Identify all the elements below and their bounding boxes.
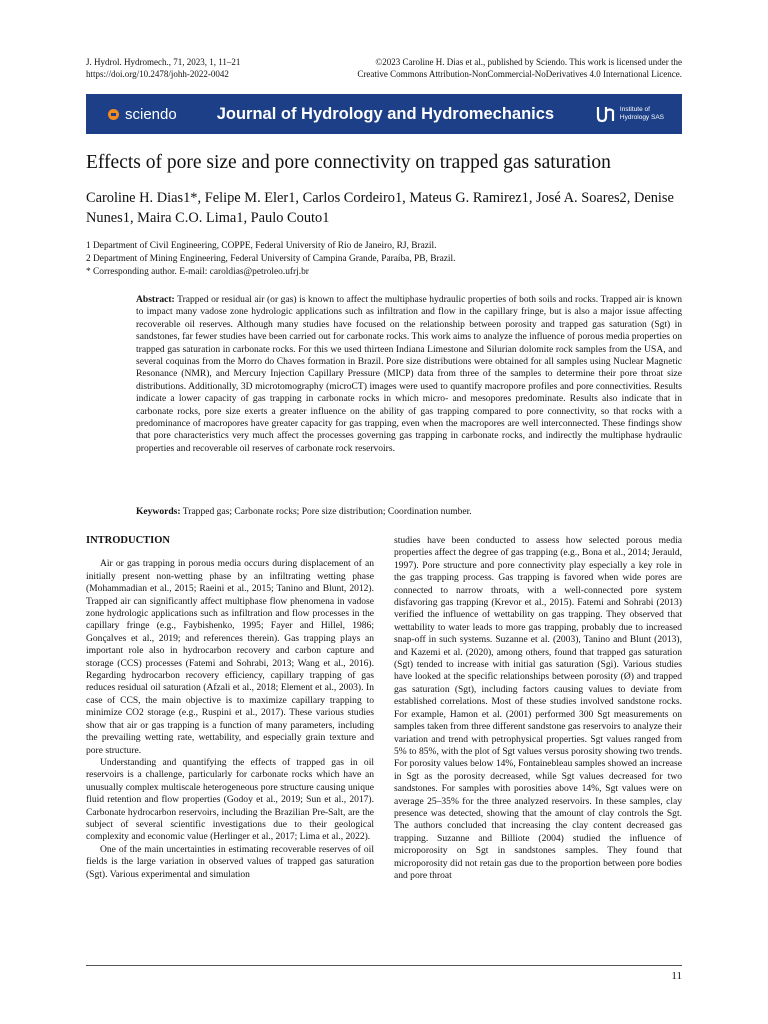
copyright-line-1: ©2023 Caroline H. Dias et al., published by Sciendo. This work is licensed under the bbox=[375, 57, 682, 67]
affiliations bbox=[86, 240, 455, 279]
journal-name: Journal of Hydrology and Hydromechanics bbox=[216, 104, 555, 123]
sciendo-icon bbox=[108, 109, 119, 120]
header-left bbox=[86, 56, 240, 80]
affiliation-2: 2 Department of Mining Engineering, Federal University of Campina Grande, Paraíba, PB, Brazil. bbox=[86, 254, 456, 264]
copyright-line-2[interactable]: Creative Commons Attribution-NonCommercial-NoDerivatives 4.0 International Licence. bbox=[357, 69, 682, 79]
right-column bbox=[394, 535, 682, 882]
affiliation-1: 1 Department of Civil Engineering, COPPE, Federal University of Rio de Janeiro, RJ, Brazil. bbox=[86, 241, 437, 251]
publisher-name: sciendo bbox=[125, 105, 177, 123]
authors-line-1: Caroline H. Dias1*, Felipe M. Eler1, Carlos Cordeiro1, Mateus G. Ramirez1, José A. Soares2, Denise bbox=[86, 190, 674, 206]
keywords-label: Keywords: bbox=[136, 506, 181, 517]
keywords bbox=[136, 506, 472, 517]
institute-line-1: Institute of bbox=[619, 106, 650, 113]
footer-rule bbox=[86, 965, 682, 966]
header-right bbox=[357, 56, 682, 80]
corresponding-author: * Corresponding author. E-mail: caroldias@petroleo.ufrj.br bbox=[86, 267, 309, 277]
page-number: 11 bbox=[671, 970, 682, 982]
sciendo-logo bbox=[108, 106, 177, 123]
paragraph: One of the main uncertainties in estimating recoverable reserves of oil fields is the large variation in observed values of trapped gas saturation (Sgt). Various experimental and simulation bbox=[86, 843, 374, 880]
journal-banner bbox=[86, 94, 682, 134]
abstract-label: Abstract: bbox=[136, 294, 175, 305]
abstract-text: Trapped or residual air (or gas) is known to affect the multiphase hydraulic properties of both soils and rocks. Trapped air is known to impact many vadose zone hydrologic applications such as infiltration and flow in the capillary fringe, but is also a major issue affecting recoverable oil reserves. Although many studies have focused on the relationship between porosity and trapped gas saturation (Sgt) in sandstones, far fewer studies have been carried out for carbonate rocks. This work aims to analyze the influence of porous media properties on trapped gas saturation in carbonate rocks. For this we used thirteen Indiana Limestone and Silurian dolomite rock samples from the USA, and several coquinas from the Morro do Chaves formation in Brazil. Pore size distributions were obtained for all samples using Nuclear Magnetic Resonance (NMR), and Mercury Injection Capillary Pressure (MICP) data from three of the samples to determine their pore throat size distributions. Additionally, 3D microtomography (microCT) images were used to quantify macropore profiles and pore connectivities. Results indicate a lower capacity of gas trapping in carbonate rocks in which micro- and mesopores predominate. Results also indicate that in carbonate rocks, pore size exerts a greater influence on the ability of gas trapping compared to pore connectivity, so that rocks with a predominance of macropores have greater capacity for gas trapping, even when the macropores are well interconnected. These findings show that pore characteristics very much affect the processes governing gas trapping in carbonate rocks, and indirectly the multiphase hydraulic properties and recoverable oil reserves of carbonate rock reservoirs. bbox=[136, 294, 682, 454]
paragraph: studies have been conducted to assess how selected porous media properties affect the degree of gas trapping (e.g., Bona et al., 2014; Jerauld, 1997). Pore structure and pore connectivity play especially a key role in the gas trapping process. Gas trapping is favored when wide pores are connected to narrow throats, with a well-connected pore system disfavoring gas trapping (Krevor et al., 2015). Fatemi and Sohrabi (2013) verified the influence of wettability on gas trapping. They observed that wettability to water leads to more gas trapping, probably due to increased snap-off in such systems. Suzanne et al. (2003), Tanino and Blunt (2013), and Kazemi et al. (2020), among others, found that trapped gas saturation (Sgt) tended to increase with initial gas saturation (Sgi). Various studies have looked at the specific relationships between porosity (Ø) and trapped gas saturation (Sgt), including factors causing values to deviate from established correlations. Most of these studies involved sandstone rocks. For example, Hamon et al. (2001) performed 300 Sgt measurements on samples taken from three different sandstone gas reservoirs to analyze their variation and trend with petrophysical properties. Sgt values ranged from 5% to 85%, with the plot of Sgt values versus porosity showing two trends. For porosity values below 14%, Fontainebleau samples showed an increase in Sgt as the porosity decreased, while Sgt values decreased for two sandstones. For samples with porosities above 14%, Sgt values were on average 25–35% for the three analyzed reservoirs. In these samples, clay presence was detected, showing that the amount of clay controls the Sgt. The authors concluded that increasing the clay content decreased gas trapping. Suzanne and Billiote (2004) studied the influence of microporosity on Sgt in sandstones samples. They found that microporosity did not retain gas due to the proportion between pore bodies and pore throat bbox=[394, 535, 682, 881]
institute-logo bbox=[596, 105, 664, 123]
author-list bbox=[86, 188, 686, 228]
paragraph: Understanding and quantifying the effects of trapped gas in oil reservoirs is a challenge, particularly for carbonate rocks which have an unusually complex multiscale heterogeneous pore structure causing unique fluid retention and flow properties (Godoy et al., 2019; Sun et al., 2017). Carbonate hydrocarbon reservoirs, including the Brazilian Pre-Salt, are the subject of several scientific investigations due to their geological complexity and economic value (Herlinger et al., 2017; Lima et al., 2022). bbox=[86, 756, 374, 843]
abstract bbox=[136, 294, 682, 455]
keywords-text: Trapped gas; Carbonate rocks; Pore size distribution; Coordination number. bbox=[182, 506, 472, 517]
authors-line-2: Nunes1, Maira C.O. Lima1, Paulo Couto1 bbox=[86, 210, 330, 226]
journal-reference: J. Hydrol. Hydromech., 71, 2023, 1, 11–21 bbox=[86, 57, 241, 67]
article-title: Effects of pore size and pore connectivity on trapped gas saturation bbox=[86, 152, 611, 173]
institute-line-2: Hydrology SAS bbox=[619, 114, 664, 121]
section-heading-introduction: INTRODUCTION bbox=[86, 535, 171, 546]
paragraph: Air or gas trapping in porous media occurs during displacement of an initially present non-wetting phase by an infiltrating wetting phase (Mohammadian et al., 2015; Raeini et al., 2015; Tanino and Blunt, 2012). Trapped air can significantly affect multiphase flow phenomena in vadose zone hydrologic applications such as infiltration and flow processes in the capillary fringe (e.g., Faybishenko, 1995; Fayer and Hillel, 1986; Gonçalves et al., 2019; and references therein). Gas trapping plays an important role also in hydrocarbon recovery and carbon capture and storage (CCS) processes (Fatemi and Sohrabi, 2013; Wang et al., 2016). Regarding hydrocarbon recovery efficiency, capillary trapping of gas reduces residual oil saturation (Afzali et al., 2018; Element et al., 2003). In case of CCS, the main objective is to maximize capillary trapping to minimize CO2 storage (e.g., Ruspini et al., 2017). These various studies show that air or gas trapping is a function of many parameters, including the prevailing wetting rate, wettability, and especially grain texture and pore structure. bbox=[86, 558, 374, 756]
left-column bbox=[86, 535, 374, 881]
institute-icon bbox=[596, 105, 616, 123]
doi-link[interactable]: https://doi.org/10.2478/johh-2022-0042 bbox=[86, 69, 229, 79]
